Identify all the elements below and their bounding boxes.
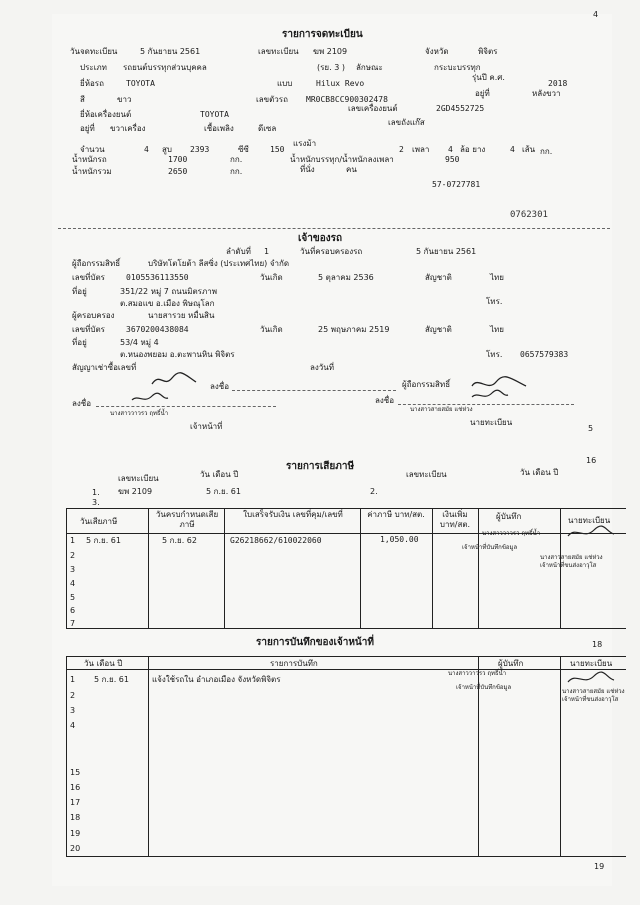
officer2-title: นายทะเบียน bbox=[470, 418, 513, 427]
reg-province-label: จังหวัด bbox=[425, 47, 449, 56]
possessor-addr-1: 53/4 หมู่ 4 bbox=[120, 338, 159, 347]
reg-engine-no-value: 2GD4552725 bbox=[436, 104, 485, 113]
reg-brand-value: TOYOTA bbox=[126, 79, 155, 88]
holder-nat-value: ไทย bbox=[490, 273, 504, 282]
tax-row-1-recorder: นางสาววาวรว ฤทธิ์น้ำ bbox=[482, 530, 541, 537]
holder-addr-1: 351/22 หมู่ 7 ถนนมิตรภาพ bbox=[120, 287, 217, 296]
page-number-top: 4 bbox=[593, 10, 599, 19]
reg-model-year-value: 2018 bbox=[548, 79, 568, 88]
possessor-birth-value: 25 พฤษภาคม 2519 bbox=[318, 325, 390, 334]
sign-line-1 bbox=[232, 390, 396, 391]
sign-line-3 bbox=[398, 404, 574, 405]
tax-entry-1-plate: ฆพ 2109 bbox=[118, 487, 153, 496]
tax-header-paid: วันเสียภาษี bbox=[80, 517, 118, 526]
holder-sign-label: ผู้ถือกรรมสิทธิ์ bbox=[402, 380, 451, 389]
side-number-16: 16 bbox=[586, 456, 597, 465]
officer-row-3-no: 3 bbox=[70, 706, 76, 715]
officer-row-17-no: 17 bbox=[70, 798, 81, 807]
officer-row-1-registrar-title: เจ้าหน้าที่ขนส่งอาวุโส bbox=[562, 696, 619, 703]
possessor-addr-label: ที่อยู่ bbox=[72, 338, 87, 347]
holder-addr-2: ต.สมอแข อ.เมือง พิษณุโลก bbox=[120, 299, 215, 308]
tax-title: รายการเสียภาษี bbox=[286, 461, 355, 472]
reg-engine-loc-value: ขวาเครื่อง bbox=[110, 124, 146, 133]
officer-row-2-no: 2 bbox=[70, 691, 76, 700]
tax-registrar-signature bbox=[566, 526, 616, 542]
tax-header-recorder: ผู้บันทึก bbox=[496, 512, 522, 521]
reg-weight-load-value: 950 bbox=[445, 155, 460, 164]
reg-chassis-loc-value: หลังขวา bbox=[532, 89, 561, 98]
possessor-tel-value: 0657579383 bbox=[520, 350, 569, 359]
reg-plate-value: ฆพ 2109 bbox=[313, 47, 348, 56]
officer-row-4-no: 4 bbox=[70, 721, 76, 730]
officer-col-1 bbox=[148, 656, 149, 856]
officer-row-1-recorder-title: เจ้าหน้าที่บันทึกข้อมูล bbox=[456, 684, 512, 691]
holder-addr-label: ที่อยู่ bbox=[72, 287, 87, 296]
reg-ref-no: 57-0727781 bbox=[432, 180, 481, 189]
contract-date-label: ลงวันที่ bbox=[310, 363, 335, 372]
reg-wheel-label: ล้อ ยาง bbox=[460, 145, 486, 154]
tax-date-label-2: วัน เดือน ปี bbox=[520, 468, 559, 477]
owner-date-value: 5 กันยายน 2561 bbox=[416, 247, 477, 256]
reg-code-value: (รย. 3 ) bbox=[317, 63, 345, 72]
reg-tyre-label: เส้น bbox=[522, 145, 536, 154]
tax-row-3-no: 3 bbox=[70, 565, 76, 574]
reg-type-label: ประเภท bbox=[80, 63, 107, 72]
officer-header-date: วัน เดือน ปี bbox=[84, 659, 123, 668]
officer-row-18-no: 18 bbox=[70, 813, 81, 822]
reg-kg-unit-2: กก. bbox=[540, 147, 553, 156]
owner-order-value: 1 bbox=[264, 247, 270, 256]
reg-character-value: กระบะบรรทุก bbox=[434, 63, 481, 72]
tax-entry-1-date: 5 ก.ย. 61 bbox=[206, 487, 241, 496]
tax-row-1-due: 5 ก.ย. 62 bbox=[162, 536, 197, 545]
officer-row-1-entry: แจ้งใช้รถใน อำเภอเมือง จังหวัดพิจิตร bbox=[152, 675, 281, 684]
tax-col-3 bbox=[360, 508, 361, 628]
reg-chassis-label: เลขตัวรถ bbox=[256, 95, 288, 104]
officer-col-3 bbox=[560, 656, 561, 856]
possessor-id-value: 3670200438084 bbox=[126, 325, 189, 334]
sign-label-2: ลงชื่อ bbox=[72, 399, 92, 408]
tax-plate-label-1: เลขทะเบียน bbox=[118, 474, 159, 483]
reg-kg-unit-1: กก. bbox=[230, 155, 243, 164]
tax-col-5 bbox=[478, 508, 479, 628]
officer-header-entry: รายการบันทึก bbox=[270, 659, 318, 668]
owner-date-label: วันที่ครอบครองรถ bbox=[300, 247, 363, 256]
possessor-nat-value: ไทย bbox=[490, 325, 504, 334]
reg-engine-loc-label: อยู่ที่ bbox=[80, 124, 95, 133]
reg-count-value: 4 bbox=[144, 145, 149, 154]
registration-title: รายการจดทะเบียน bbox=[282, 29, 363, 40]
tax-header-tax: ค่าภาษี บาท/สต. bbox=[367, 510, 425, 519]
reg-engine-no-label: เลขเครื่องยนต์ bbox=[348, 104, 398, 113]
holder-label: ผู้ถือกรรมสิทธิ์ bbox=[72, 259, 121, 268]
reg-weight-total-value: 2650 bbox=[168, 167, 188, 176]
reg-axle-value: 2 bbox=[399, 145, 404, 154]
possessor-tel-label: โทร. bbox=[486, 350, 503, 359]
tax-table-top bbox=[66, 508, 626, 509]
officer2-name: นางสาวสายสมัย แช่ห่วง bbox=[410, 406, 473, 413]
possessor-birth-label: วันเกิด bbox=[260, 325, 283, 334]
reg-character-label: ลักษณะ bbox=[356, 63, 383, 72]
officer-title: รายการบันทึกของเจ้าหน้าที่ bbox=[256, 637, 374, 648]
reg-type-value: รถยนต์บรรทุกส่วนบุคคล bbox=[123, 63, 207, 72]
reg-axle-label: เพลา bbox=[412, 145, 430, 154]
tax-header-extra: เงินเพิ่ม บาท/สต. bbox=[439, 510, 471, 529]
tax-col-0 bbox=[66, 508, 67, 628]
reg-engine-brand-value: TOYOTA bbox=[200, 110, 229, 119]
signature-scribble-1 bbox=[150, 370, 200, 390]
officer-row-15-no: 15 bbox=[70, 768, 81, 777]
officer1-name: นางสาววาวรว ฤทธิ์น้ำ bbox=[110, 410, 169, 417]
officer-table-header-bottom bbox=[66, 669, 626, 670]
tax-col-1 bbox=[148, 508, 149, 628]
owner-title: เจ้าของรถ bbox=[298, 233, 343, 244]
reg-tyre-value: 4 bbox=[510, 145, 515, 154]
officer-row-1-recorder: นางสาววาวรว ฤทธิ์น้ำ bbox=[448, 670, 507, 677]
holder-birth-label: วันเกิด bbox=[260, 273, 283, 282]
tax-row-1-registrar: นางสาวสายสมัย แช่ห่วง bbox=[540, 554, 603, 561]
reg-weight-load-label: น้ำหนักบรรทุก/น้ำหนักลงเพลา bbox=[290, 155, 394, 164]
reg-cyl-value: 2393 bbox=[190, 145, 210, 154]
tax-row-2-no: 2 bbox=[70, 551, 76, 560]
holder-id-label: เลขที่บัตร bbox=[72, 273, 105, 282]
reg-plate-label: เลขทะเบียน bbox=[258, 47, 299, 56]
side-number-19: 19 bbox=[594, 862, 605, 871]
reg-kg-unit-3: กก. bbox=[230, 167, 243, 176]
officer-row-1-no: 1 bbox=[70, 675, 76, 684]
signature-scribble-3 bbox=[130, 392, 170, 406]
reg-date-label: วันจดทะเบียน bbox=[70, 47, 118, 56]
reg-date-value: 5 กันยายน 2561 bbox=[140, 47, 201, 56]
tax-row-7-no: 7 bbox=[70, 619, 76, 628]
reg-weight-car-value: 1700 bbox=[168, 155, 188, 164]
tax-header-receipt: ใบเสร็จรับเงิน เลขที่คุม/เลขที่ bbox=[243, 510, 343, 519]
side-number-18: 18 bbox=[592, 640, 603, 649]
holder-id-value: 0105536113550 bbox=[126, 273, 189, 282]
tax-header-registrar: นายทะเบียน bbox=[568, 516, 611, 525]
reg-weight-car-label: น้ำหนักรถ bbox=[72, 155, 107, 164]
sign-label-3: ลงชื่อ bbox=[375, 396, 395, 405]
reg-cyl-label: สูบ bbox=[162, 145, 172, 154]
reg-count-label: จำนวน bbox=[80, 145, 105, 154]
reg-fuel-label: เชื้อเพลิง bbox=[204, 124, 234, 133]
tax-table-header-bottom bbox=[66, 533, 626, 534]
tax-col-4 bbox=[432, 508, 433, 628]
holder-birth-value: 5 ตุลาคม 2536 bbox=[318, 273, 374, 282]
officer-row-20-no: 20 bbox=[70, 844, 81, 853]
tax-plate-label-2: เลขทะเบียน bbox=[406, 470, 447, 479]
officer1-title: เจ้าหน้าที่ bbox=[190, 422, 223, 431]
reg-cc-label: ซีซี bbox=[238, 145, 249, 154]
holder-tel-label: โทร. bbox=[486, 297, 503, 306]
officer-header-registrar: นายทะเบียน bbox=[570, 659, 613, 668]
officer-registrar-signature bbox=[566, 672, 616, 688]
tax-row-6-no: 6 bbox=[70, 606, 76, 615]
officer-col-0 bbox=[66, 656, 67, 856]
reg-gas-tank-label: เลขถังแก๊ส bbox=[388, 118, 425, 127]
officer-row-1-date: 5 ก.ย. 61 bbox=[94, 675, 129, 684]
reg-serial-stamp: 0762301 bbox=[510, 210, 548, 220]
sign-line-2 bbox=[96, 406, 276, 407]
tax-date-label-1: วัน เดือน ปี bbox=[200, 470, 239, 479]
officer-table-top bbox=[66, 656, 626, 657]
reg-province-value: พิจิตร bbox=[478, 47, 498, 56]
tax-row-1-paid: 5 ก.ย. 61 bbox=[86, 536, 121, 545]
sign-label-1: ลงชื่อ bbox=[210, 382, 230, 391]
reg-engine-brand-label: ยี่ห้อเครื่องยนต์ bbox=[80, 110, 132, 119]
officer-row-16-no: 16 bbox=[70, 783, 81, 792]
reg-model-value: Hilux Revo bbox=[316, 79, 365, 88]
tax-col-2 bbox=[224, 508, 225, 628]
tax-row-1-registrar-title: เจ้าหน้าที่ขนส่งอาวุโส bbox=[540, 562, 597, 569]
possessor-label: ผู้ครอบครอง bbox=[72, 311, 115, 320]
tax-row-1-tax: 1,050.00 bbox=[380, 535, 419, 544]
reg-color-label: สี bbox=[80, 95, 85, 104]
tax-table-bottom bbox=[66, 628, 626, 629]
officer-row-1-registrar: นางสาวสายสมัย แช่ห่วง bbox=[562, 688, 625, 695]
holder-value: บริษัทโตโยต้า ลีสซิ่ง (ประเทศไทย) จำกัด bbox=[148, 259, 290, 268]
officer-row-19-no: 19 bbox=[70, 829, 81, 838]
reg-fuel-value: ดีเซล bbox=[258, 124, 277, 133]
tax-row-4-no: 4 bbox=[70, 579, 76, 588]
reg-wheel-value: 4 bbox=[448, 145, 453, 154]
holder-nat-label: สัญชาติ bbox=[425, 273, 452, 282]
reg-seat-unit: คน bbox=[346, 165, 357, 174]
possessor-id-label: เลขที่บัตร bbox=[72, 325, 105, 334]
reg-color-value: ขาว bbox=[117, 95, 132, 104]
reg-chassis-value: MR0CB8CC900302478 bbox=[306, 95, 388, 104]
possessor-nat-label: สัญชาติ bbox=[425, 325, 452, 334]
owner-order-label: ลำดับที่ bbox=[226, 247, 251, 256]
tax-row-5-no: 5 bbox=[70, 593, 76, 602]
tax-row-1-no: 1 bbox=[70, 536, 76, 545]
side-number-5: 5 bbox=[588, 424, 594, 433]
reg-seat-label: ที่นั่ง bbox=[300, 165, 315, 174]
possessor-addr-2: ต.หนองพยอม อ.ตะพานหิน พิจิตร bbox=[120, 350, 235, 359]
officer-header-recorder: ผู้บันทึก bbox=[498, 659, 524, 668]
tax-row-1-recorder-title: เจ้าหน้าที่บันทึกข้อมูล bbox=[462, 544, 518, 551]
signature-scribble-4 bbox=[470, 389, 510, 403]
reg-weight-total-label: น้ำหนักรวม bbox=[72, 167, 112, 176]
tax-entry-1-no: 1. bbox=[92, 488, 100, 497]
officer-table-bottom bbox=[66, 856, 626, 857]
tax-entry-2-no: 2. bbox=[370, 487, 378, 496]
reg-model-label: แบบ bbox=[277, 79, 293, 88]
tax-entry-3-no: 3. bbox=[92, 498, 100, 507]
tax-header-due: วันครบกำหนดเสียภาษี bbox=[155, 510, 219, 529]
possessor-value: นายสารวย หมื่นสิน bbox=[148, 311, 215, 320]
reg-hp-label: แรงม้า bbox=[293, 139, 317, 148]
reg-brand-label: ยี่ห้อรถ bbox=[80, 79, 104, 88]
reg-cc-value: 150 bbox=[270, 145, 285, 154]
reg-chassis-loc-label: อยู่ที่ bbox=[475, 89, 490, 98]
section-divider-1 bbox=[58, 228, 610, 229]
contract-label: สัญญาเช่าซื้อเลขที่ bbox=[72, 363, 137, 372]
tax-row-1-receipt: G26218662/610022060 bbox=[230, 536, 322, 545]
reg-model-year-label: รุ่นปี ค.ศ. bbox=[472, 73, 505, 82]
